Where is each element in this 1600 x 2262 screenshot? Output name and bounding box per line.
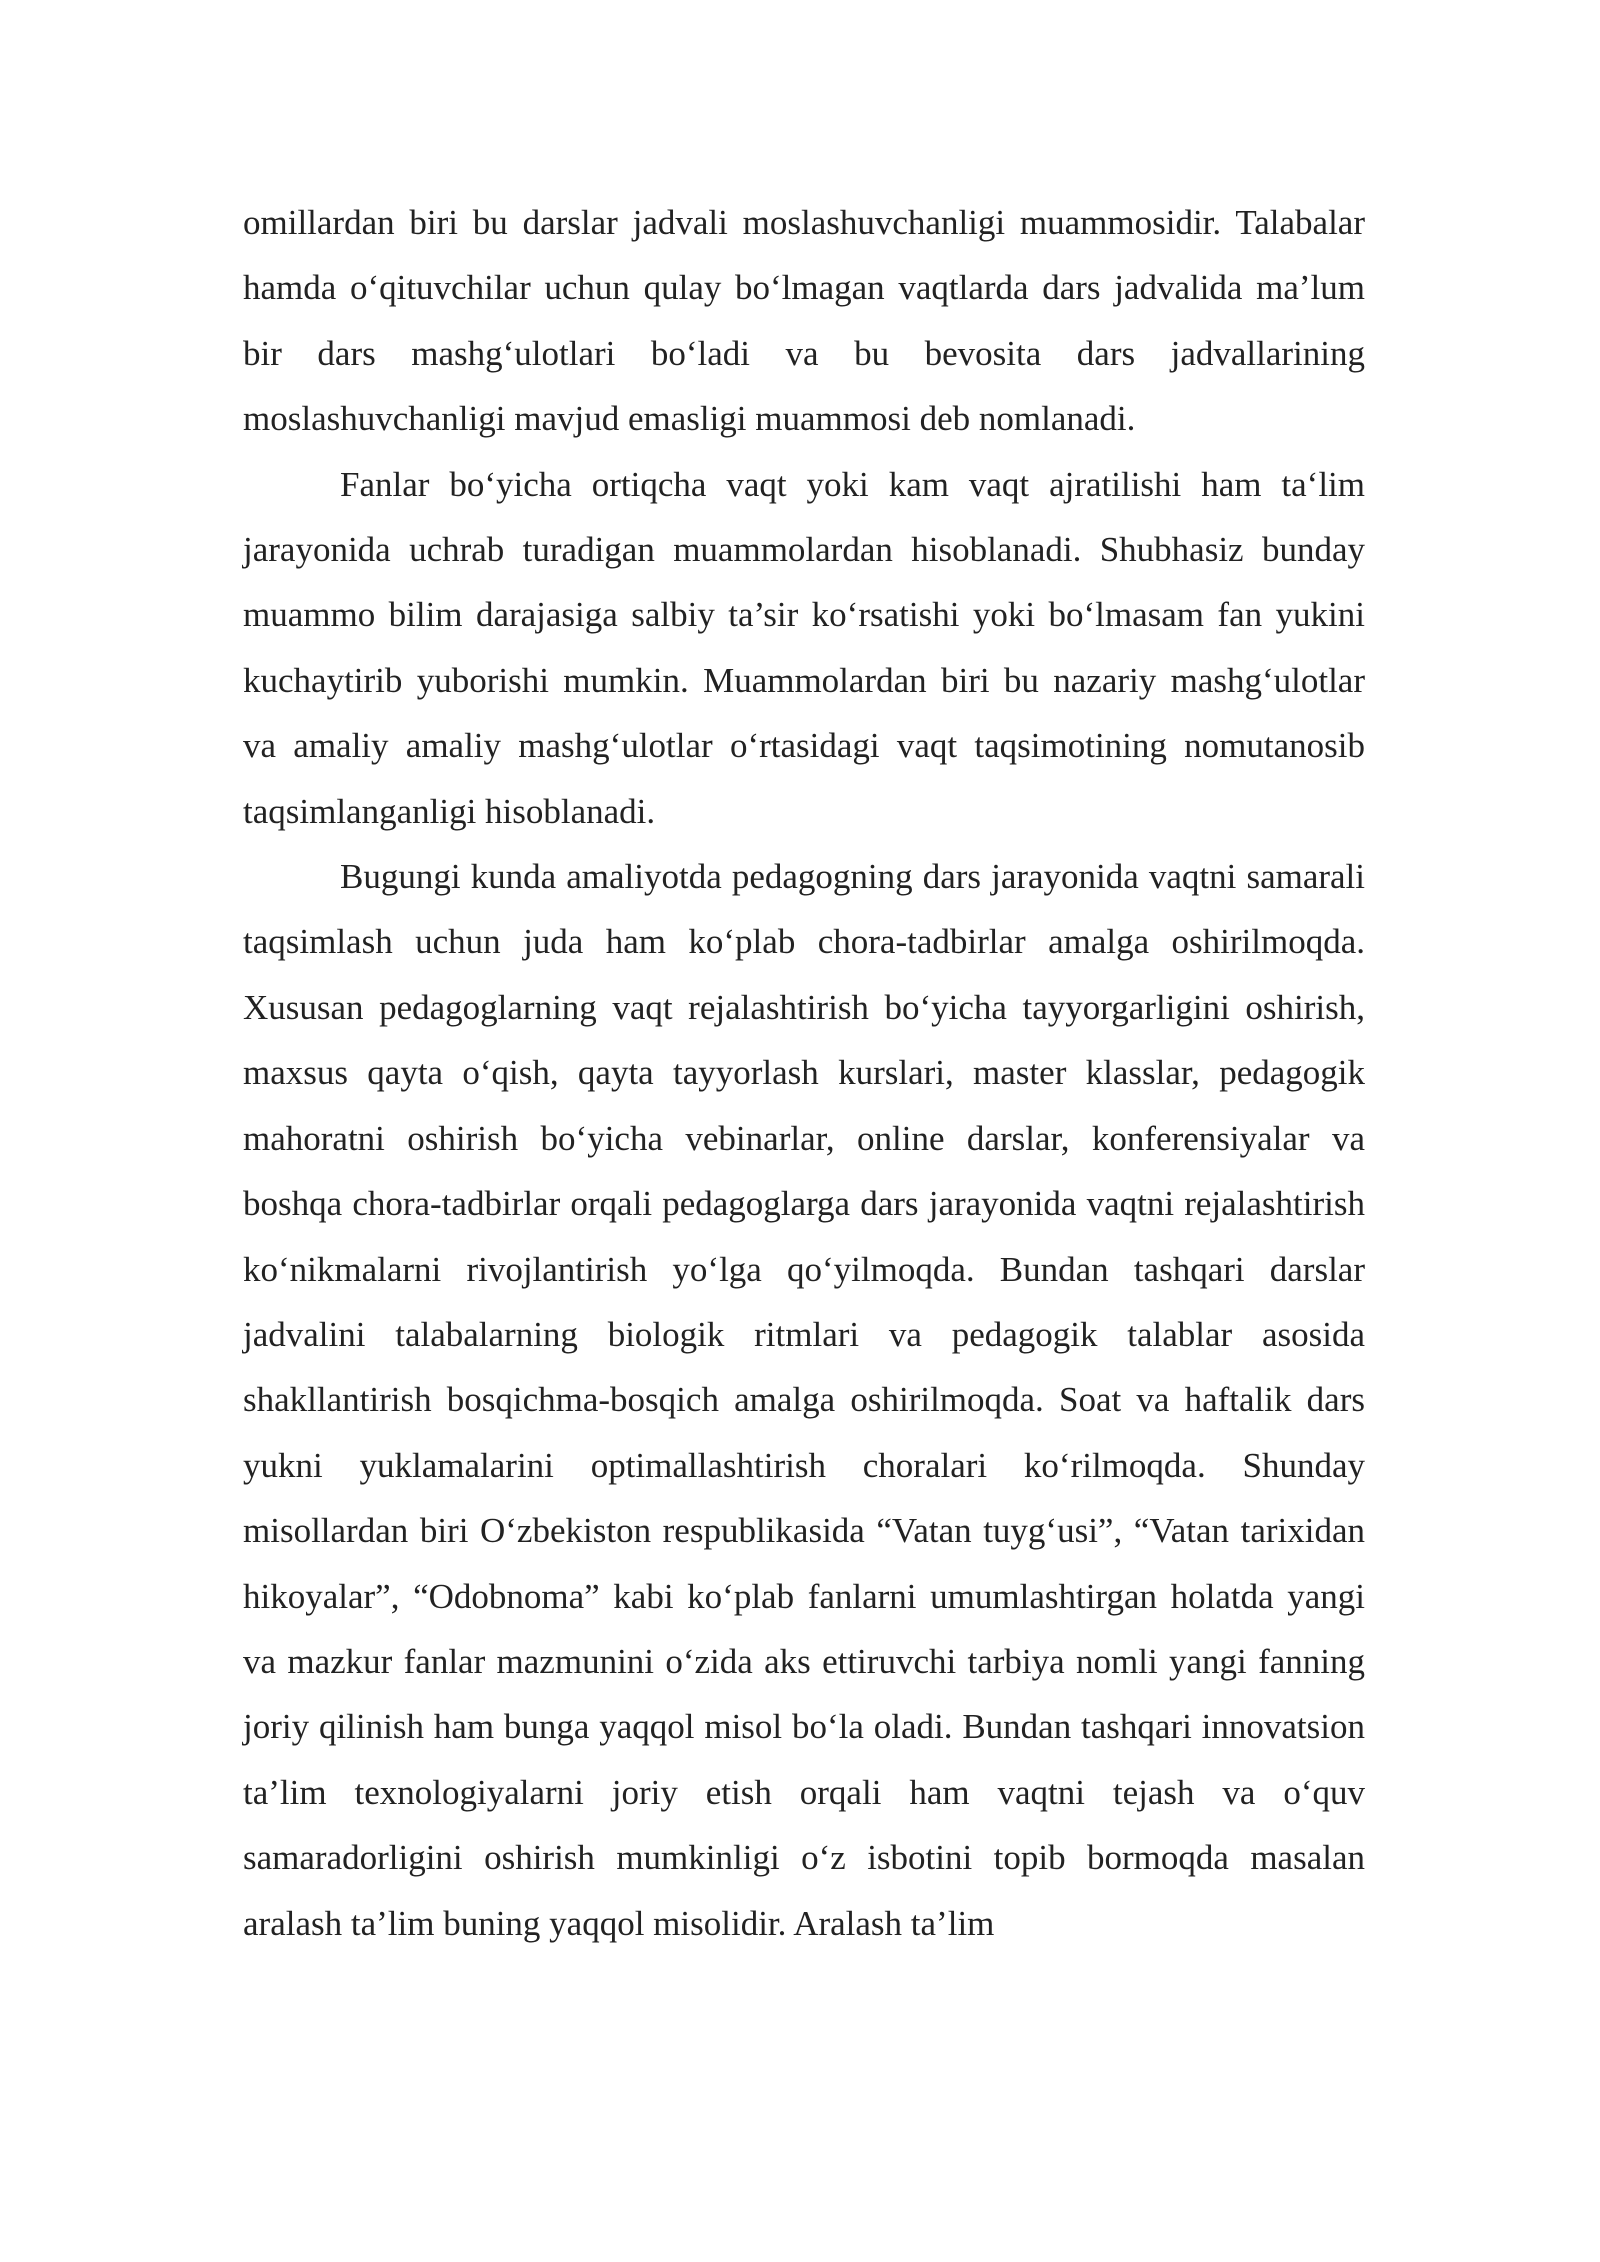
paragraph-1: omillardan biri bu darslar jadvali moslashuvchanligi muammosidir. Talabalar hamda o‘qituvchilar uchun qulay bo‘lmagan vaqtlarda dars jadvalida ma’lum bir dars mashg‘ulotlari bo‘ladi va bu bevosita dars jadvallarining moslashuvchanligi mavjud emasligi muammosi deb nomlanadi.	[243, 203, 1365, 439]
paragraph-2: Fanlar bo‘yicha ortiqcha vaqt yoki kam vaqt ajratilishi ham ta‘lim jarayonida uchrab turadigan muammolardan hisoblanadi. Shubhasiz bunday muammo bilim darajasiga salbiy ta’sir ko‘rsatishi yoki bo‘lmasam fan yukini kuchaytirib yuborishi mumkin. Muammolardan biri bu nazariy mashg‘ulotlar va amaliy amaliy mashg‘ulotlar o‘rtasidagi vaqt taqsimotining nomutanosib taqsimlanganligi hisoblanadi.	[243, 464, 1365, 831]
paragraph-3: Bugungi kunda amaliyotda pedagogning dars jarayonida vaqtni samarali taqsimlash uchun juda ham ko‘plab chora-tadbirlar amalga oshirilmoqda. Xususan pedagoglarning vaqt rejalashtirish bo‘yicha tayyorgarligini oshirish, maxsus qayta o‘qish, qayta tayyorlash kurslari, master klasslar, pedagogik mahoratni oshirish bo‘yicha vebinarlar, online darslar, konferensiyalar va boshqa chora-tadbirlar orqali pedagoglarga dars jarayonida vaqtni rejalashtirish ko‘nikmalarni rivojlantirish yo‘lga qo‘yilmoqda. Bundan tashqari darslar jadvalini talabalarning biologik ritmlari va pedagogik talablar asosida shakllantirish bosqichma-bosqich amalga oshirilmoqda. Soat va haftalik dars yukni yuklamalarini optimallashtirish choralari ko‘rilmoqda. Shunday misollardan biri O‘zbekiston respublikasida “Vatan tuyg‘usi”, “Vatan tarixidan hikoyalar”, “Odobnoma” kabi ko‘plab fanlarni umumlashtirgan holatda yangi va mazkur fanlar mazmunini o‘zida aks ettiruvchi tarbiya nomli yangi fanning joriy qilinish ham bunga yaqqol misol bo‘la oladi. Bundan tashqari innovatsion ta’lim texnologiyalarni joriy etish orqali ham vaqtni tejash va o‘quv samaradorligini oshirish mumkinligi o‘z isbotini topib bormoqda masalan aralash ta’lim buning yaqqol misolidir. Aralash ta’lim	[243, 857, 1365, 1943]
body-text	[243, 190, 1365, 1956]
